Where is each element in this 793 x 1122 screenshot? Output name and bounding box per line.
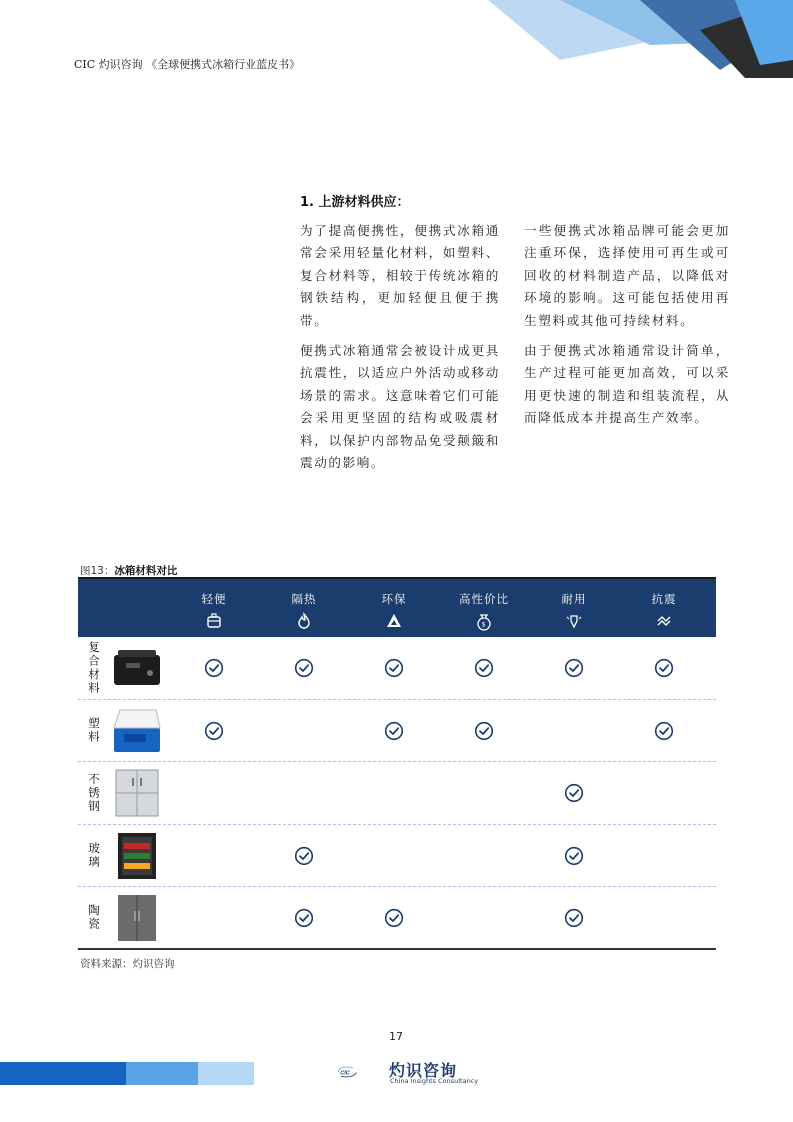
check-icon [564, 846, 584, 866]
figure-caption [80, 563, 177, 578]
stainless-fridge-image [110, 768, 164, 818]
footer-bar-light [198, 1062, 254, 1085]
right-column [524, 220, 730, 438]
glass-fridge-image [110, 831, 164, 881]
paragraph: 便携式冰箱通常会被设计成更具抗震性，以适应户外活动或移动场景的需求。这意味着它们可能会采用更坚固的结构或吸震材料，以保护内部物品免受颠簸和震动的影响。 [300, 343, 500, 471]
column-header [169, 591, 259, 631]
table-row [78, 825, 716, 888]
cic-logo-icon [337, 1055, 389, 1089]
column-header [529, 591, 619, 631]
check-icon [474, 658, 494, 678]
column-header-label: 耐用 [561, 592, 587, 606]
durability-icon [564, 611, 584, 631]
column-header-label: 抗震 [651, 592, 677, 606]
check-icon [654, 721, 674, 741]
eco-icon [384, 611, 404, 631]
check-icon [294, 846, 314, 866]
table-body [78, 637, 716, 950]
header-title: CIC 灼识咨询 《全球便携式冰箱行业蓝皮书》 [74, 58, 301, 71]
insulation-icon [294, 611, 314, 631]
row-label: 塑料 [87, 716, 101, 744]
check-icon [384, 908, 404, 928]
paragraph: 一些便携式冰箱品牌可能会更加注重环保，选择使用可再生或可回收的材料制造产品，以降低对环境的影响。这可能包括使用再生塑料或其他可持续材料。 [524, 223, 730, 328]
table-row [78, 887, 716, 950]
check-icon [384, 721, 404, 741]
paragraph: 为了提高便携性，便携式冰箱通常会采用轻量化材料，如塑料、复合材料等，相较于传统冰箱的钢铁结构，更加轻便且便于携带。 [300, 223, 500, 328]
column-header [349, 591, 439, 631]
plastic-cooler-image [110, 706, 164, 756]
column-header-label: 轻便 [201, 592, 227, 606]
material-comparison-table [78, 577, 716, 950]
value-icon [474, 611, 494, 631]
paragraph: 由于便携式冰箱通常设计简单，生产过程可能更加高效，可以采用更快速的制造和组装流程，从而降低成本并提高生产效率。 [524, 343, 730, 426]
logo-mark-text: CIC [340, 1070, 350, 1077]
row-label: 复合材料 [87, 640, 101, 695]
footer-bar-mid [126, 1062, 198, 1085]
column-header [619, 591, 709, 631]
table-row [78, 762, 716, 825]
check-icon [204, 721, 224, 741]
table-header [78, 577, 716, 637]
check-icon [294, 908, 314, 928]
shock-resistant-icon [654, 611, 674, 631]
check-icon [564, 783, 584, 803]
section-title: 1. 上游材料供应： [300, 195, 410, 210]
table-row [78, 700, 716, 763]
page-number: 17 [389, 1030, 403, 1043]
logo-text-en: China Insights Consultancy [390, 1077, 479, 1085]
svg-text:$: $ [481, 621, 487, 629]
left-column [300, 220, 500, 482]
check-icon [564, 908, 584, 928]
row-label: 玻璃 [87, 841, 101, 869]
column-header [259, 591, 349, 631]
table-row [78, 637, 716, 700]
ceramic-fridge-image [110, 893, 164, 943]
check-icon [564, 658, 584, 678]
source-note: 资料来源：灼识咨询 [80, 958, 175, 970]
check-icon [654, 658, 674, 678]
check-icon [384, 658, 404, 678]
lightweight-icon [204, 611, 224, 631]
footer-bar-dark [0, 1062, 126, 1085]
check-icon [474, 721, 494, 741]
check-icon [204, 658, 224, 678]
column-header-label: 隔热 [291, 592, 317, 606]
figure-title: 冰箱材料对比 [114, 565, 178, 577]
row-label: 陶瓷 [87, 903, 101, 931]
check-icon [294, 658, 314, 678]
logo-text-cn: 灼识咨询 [389, 1061, 458, 1080]
row-label: 不锈钢 [87, 772, 101, 813]
figure-number: 图13： [80, 565, 115, 577]
column-header [439, 591, 529, 631]
composite-cooler-image [110, 643, 164, 693]
column-header-label: 环保 [381, 592, 407, 606]
column-header-label: 高性价比 [459, 592, 509, 606]
